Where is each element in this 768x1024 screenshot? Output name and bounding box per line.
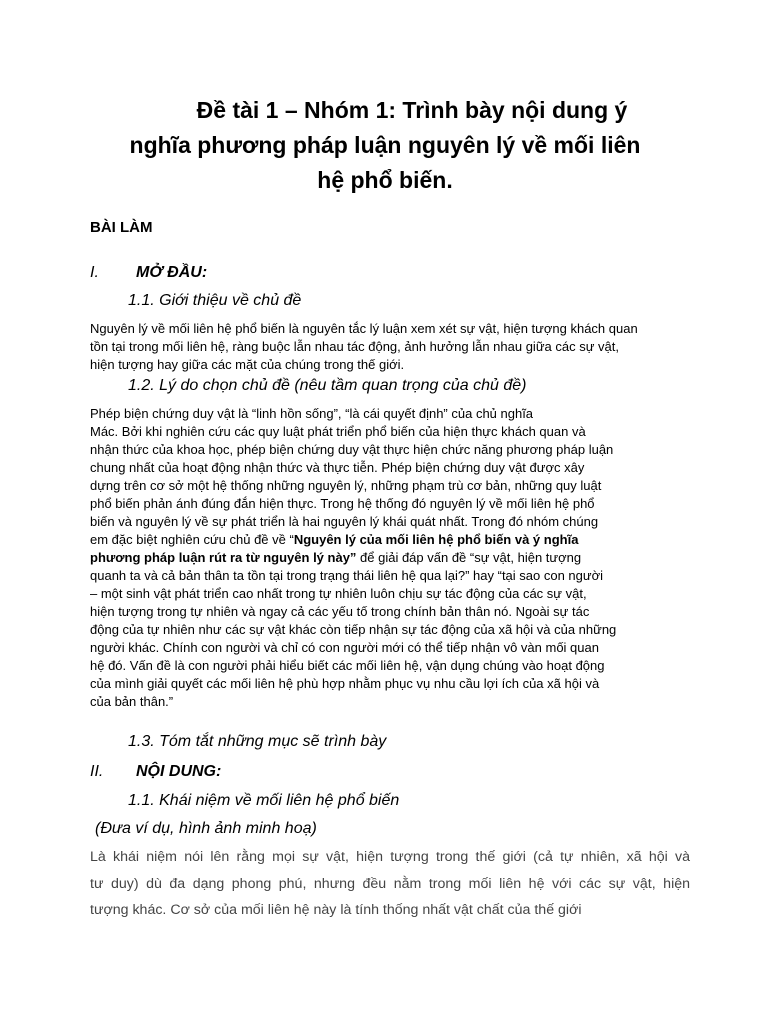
section-2-number: II. bbox=[90, 763, 104, 780]
paragraph-line: của bản thân.” bbox=[90, 694, 174, 709]
section-1-number: I. bbox=[90, 264, 99, 281]
paragraph-line: tượng khác. Cơ sở của mối liên hệ này là tính thống nhất vật chất của thế giới bbox=[90, 902, 582, 918]
paragraph-line: động của tự nhiên như các sự vật khác còn tiếp nhận sự tác động của xã hội và của những bbox=[90, 622, 617, 637]
illustration-note: (Đưa ví dụ, hình ảnh minh hoạ) bbox=[95, 820, 317, 837]
paragraph-line: Mác. Bởi khi nghiên cứu các quy luật phát triển phổ biến của hiện thực khách quan và bbox=[90, 424, 586, 439]
concept-paragraph bbox=[90, 844, 690, 924]
bold-topic-text: Nguyên lý của mối liên hệ phổ biến và ý nghĩa bbox=[293, 532, 579, 547]
bold-topic-text: phương pháp luận rút ra từ nguyên lý này” bbox=[90, 550, 357, 565]
subsection-1-3-heading: 1.3. Tóm tắt những mục sẽ trình bày bbox=[128, 733, 387, 750]
paragraph-line: biến và nguyên lý về sự phát triển là hai nguyên lý khái quát nhất. Trong đó nhóm chúng bbox=[90, 514, 599, 529]
section-2-heading bbox=[90, 763, 221, 781]
paragraph-line: tư duy) dù đa dạng phong phú, nhưng đều nằm trong mối liên hệ với các sự vật, hiện bbox=[90, 875, 690, 892]
paragraph-line: chung nhất của hoạt động nhận thức và thực tiễn. Phép biện chứng duy vật được xây bbox=[90, 460, 585, 475]
paragraph-line: người khác. Chính con người và chỉ có con người mới có thể tiếp nhận vô vàn mối quan bbox=[90, 640, 599, 655]
title-line-2: nghĩa phương pháp luận nguyên lý về mối liên bbox=[129, 132, 641, 158]
bai-lam-heading: BÀI LÀM bbox=[90, 219, 153, 236]
paragraph-line: quanh ta và cả bản thân ta tồn tại trong trạng thái liên hệ qua lại?” hay “tại sao con người bbox=[90, 568, 604, 583]
subsection-1-2-heading: 1.2. Lý do chọn chủ đề (nêu tầm quan trọng của chủ đề) bbox=[128, 377, 527, 394]
title-line-3: hệ phổ biến. bbox=[317, 167, 453, 193]
line-text: để giải đáp vấn đề “sự vật, hiện tượng bbox=[356, 550, 582, 565]
paragraph-line: phổ biến phản ánh đúng đắn hiện thực. Trong hệ thống đó nguyên lý về mối liên hệ phổ bbox=[90, 496, 595, 511]
paragraph-line bbox=[90, 549, 690, 567]
paragraph-line: – một sinh vật phát triển cao nhất trong tự nhiên luôn chịu sự tác động của các sự vật, bbox=[90, 586, 587, 601]
section-1-title: MỞ ĐẦU: bbox=[136, 264, 208, 281]
section-1-heading bbox=[90, 264, 207, 282]
paragraph-line: dựng trên cơ sở một hệ thống những nguyên lý, những phạm trù cơ bản, những quy luật bbox=[90, 478, 602, 493]
document-title bbox=[70, 93, 700, 198]
paragraph-line: hiện tượng trong tự nhiên và ngay cả các yếu tố trong chính bản thân nó. Ngoài sự tác bbox=[90, 604, 590, 619]
title-line-1: Đề tài 1 – Nhóm 1: Trình bày nội dung ý bbox=[196, 97, 628, 123]
intro-paragraph bbox=[90, 320, 690, 374]
paragraph-line: của mình giải quyết các mối liên hệ phù hợp nhằm phục vụ nhu cầu lợi ích của xã hội và bbox=[90, 676, 600, 691]
subsection-2-1-heading: 1.1. Khái niệm về mối liên hệ phổ biến bbox=[128, 792, 400, 809]
paragraph-line: hiện tượng hay giữa các mặt của chúng trong thế giới. bbox=[90, 357, 405, 372]
paragraph-line bbox=[90, 531, 690, 549]
paragraph-line: nhận thức của khoa học, phép biện chứng duy vật thực hiện chức năng phương pháp luận bbox=[90, 442, 614, 457]
subsection-1-1-heading: 1.1. Giới thiệu về chủ đề bbox=[128, 292, 302, 309]
paragraph-line: tồn tại trong mối liên hệ, ràng buộc lẫn nhau tác động, ảnh hưởng lẫn nhau giữa các sự vật, bbox=[90, 339, 619, 354]
reason-paragraph bbox=[90, 405, 690, 711]
section-2-title: NỘI DUNG: bbox=[136, 763, 222, 780]
paragraph-line: Phép biện chứng duy vật là “linh hồn sống”, “là cái quyết định” của chủ nghĩa bbox=[90, 406, 534, 421]
paragraph-line: Nguyên lý về mối liên hệ phổ biến là nguyên tắc lý luận xem xét sự vật, hiện tượng khách quan bbox=[90, 321, 638, 336]
line-text: em đặc biệt nghiên cứu chủ đề về “ bbox=[90, 532, 294, 547]
paragraph-line: Là khái niệm nói lên rằng mọi sự vật, hiện tượng trong thế giới (cả tự nhiên, xã hội và bbox=[90, 849, 690, 865]
paragraph-line: hệ đó. Vấn đề là con người phải hiểu biết các mối liên hệ, vận dụng chúng vào hoạt động bbox=[90, 658, 605, 673]
